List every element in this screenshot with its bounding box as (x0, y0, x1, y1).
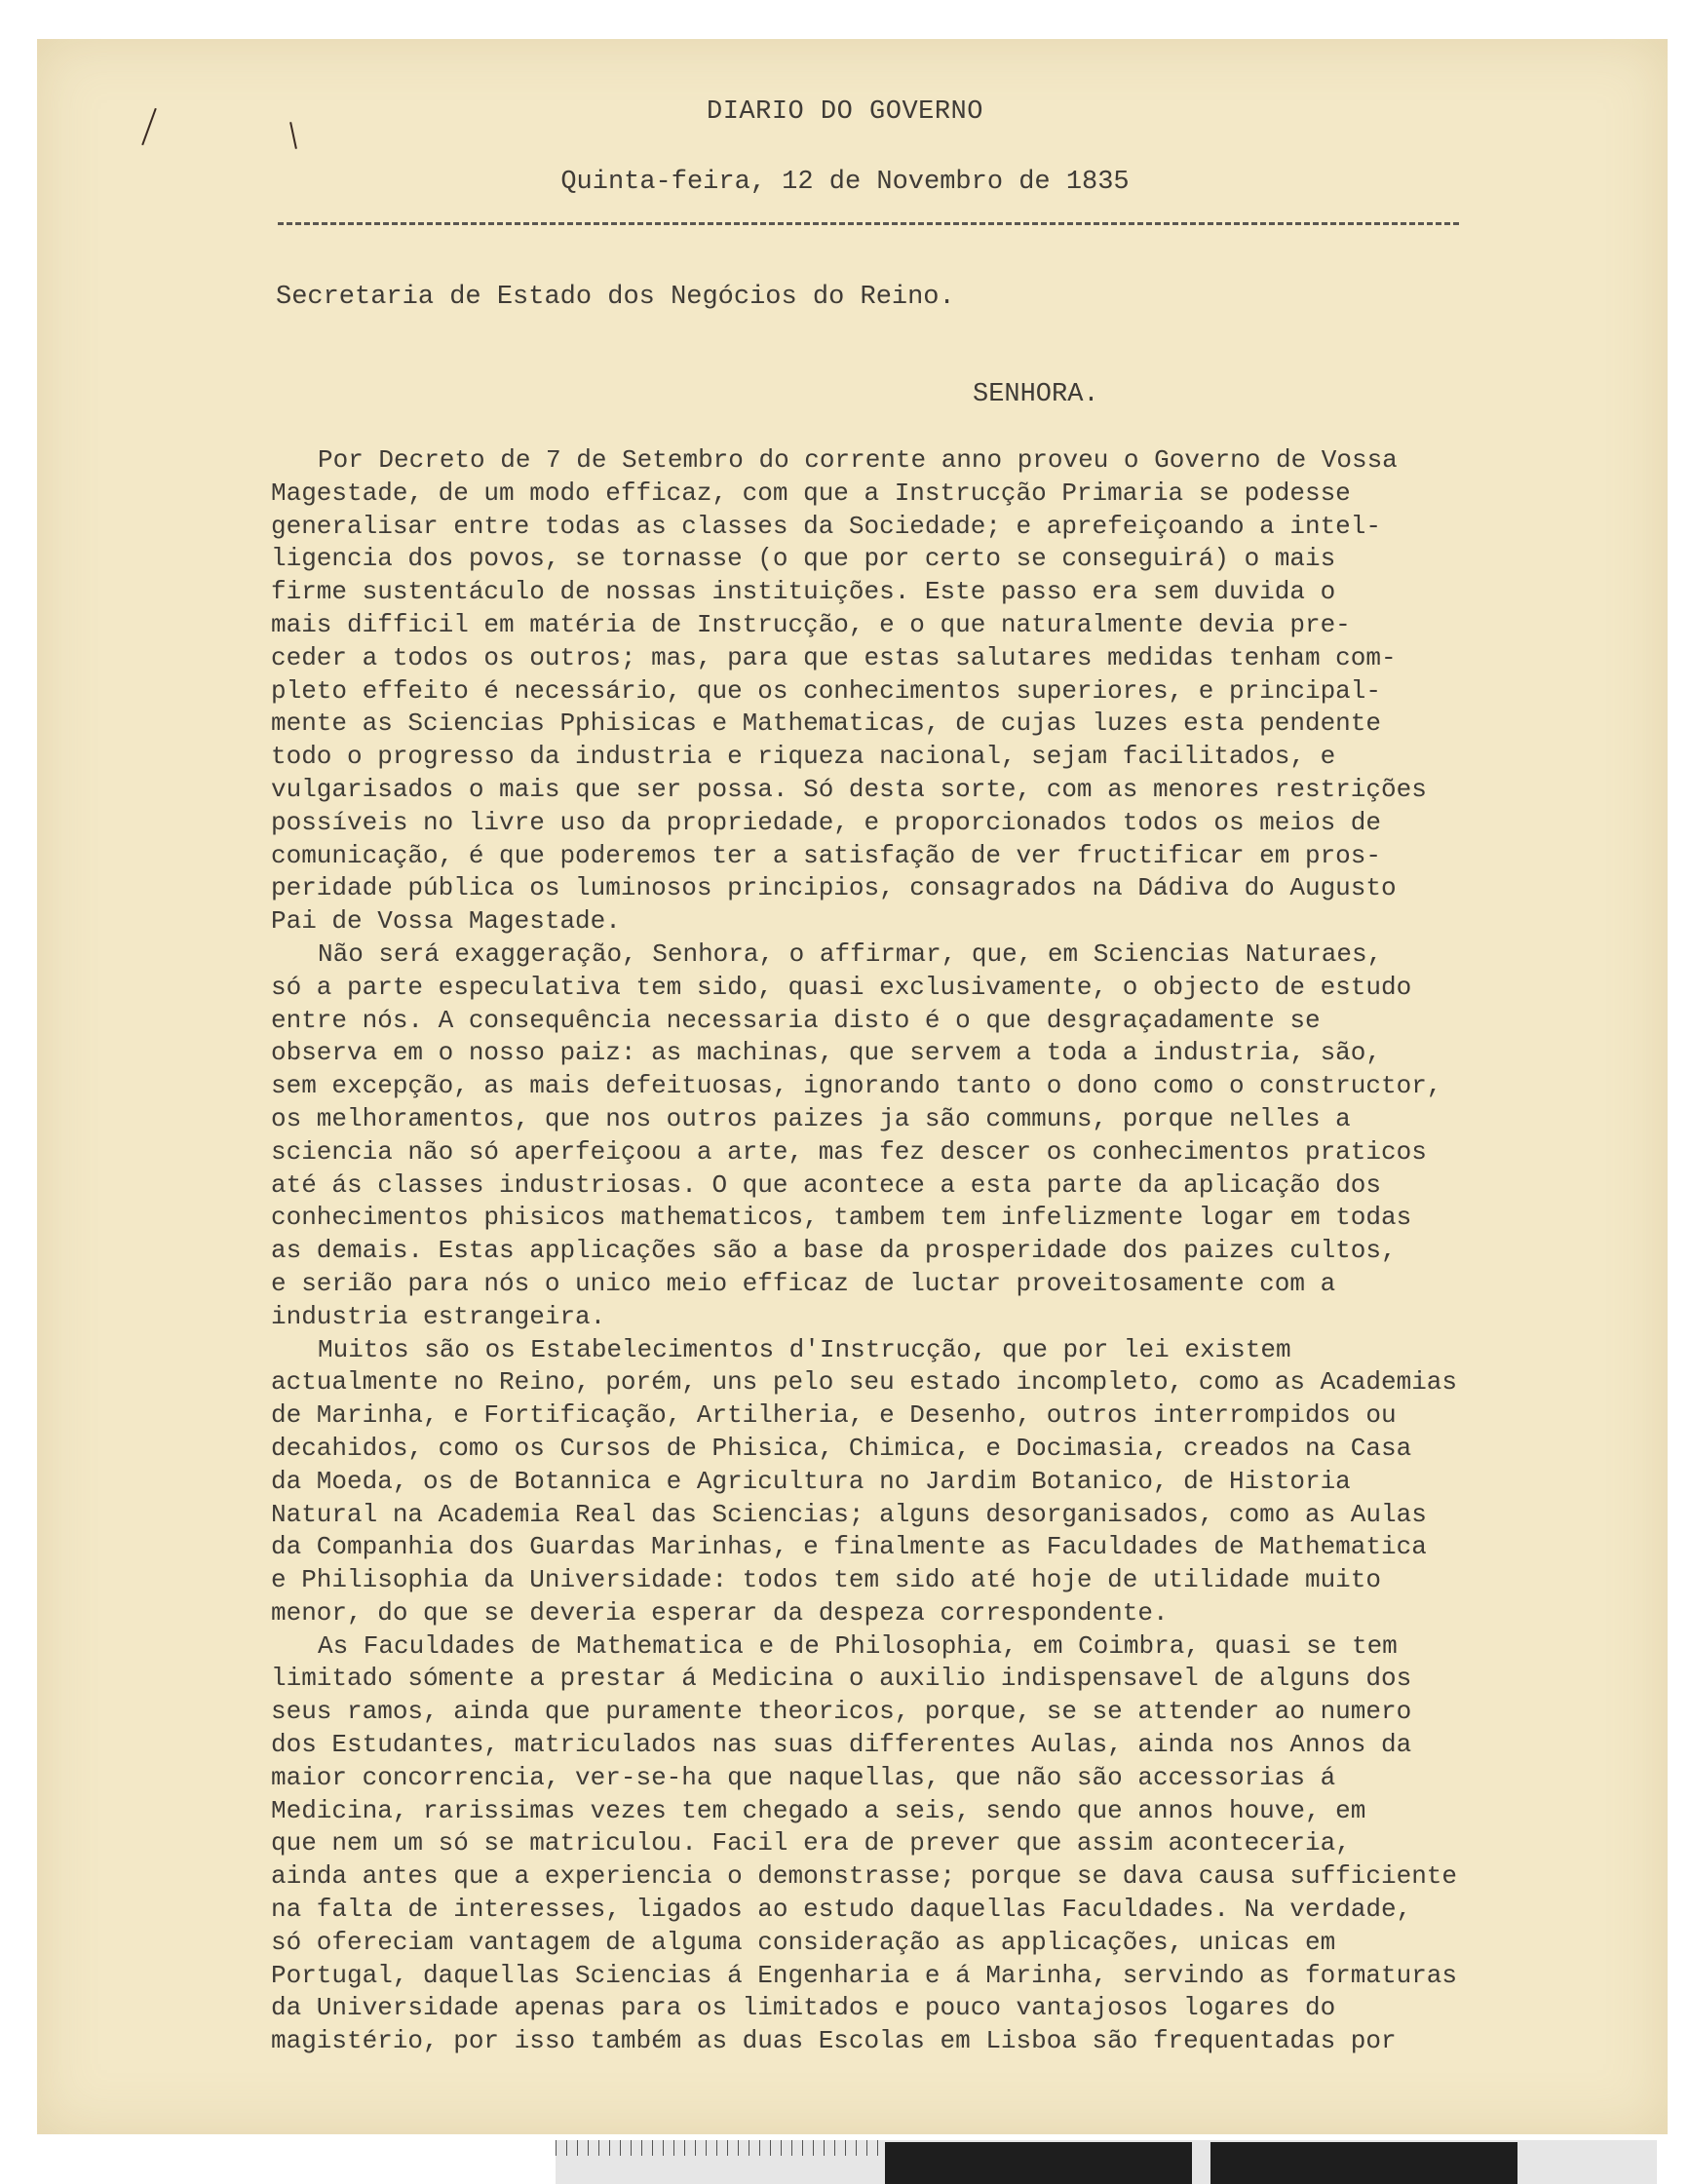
paragraph (271, 1630, 1577, 2058)
text-line: peridade pública os luminosos principios, consagrados na Dádiva do Augusto (271, 873, 1397, 903)
salutation: SENHORA. (973, 380, 1099, 409)
text-line: na falta de interesses, ligados ao estudo daquellas Faculdades. Na verdade, (271, 1895, 1412, 1925)
issue-date: Quinta-feira, 12 de Novembro de 1835 (560, 168, 1130, 197)
separator-rule (278, 222, 1459, 225)
ministry-heading: Secretaria de Estado dos Negócios do Reino. (276, 283, 955, 312)
text-line: dos Estudantes, matriculados nas suas differentes Aulas, ainda nos Annos da (271, 1730, 1412, 1760)
text-line: mente as Sciencias Pphisicas e Mathematicas, de cujas luzes esta pendente (271, 709, 1381, 739)
text-line: observa em o nosso paiz: as machinas, que servem a toda a industria, são, (271, 1038, 1381, 1068)
text-line: Por Decreto de 7 de Setembro do corrente anno proveu o Governo de Vossa (318, 445, 1398, 475)
text-line: firme sustentáculo de nossas instituições. Este passo era sem duvida o (271, 577, 1336, 607)
text-line: os melhoramentos, que nos outros paizes ja são communs, porque nelles a (271, 1103, 1351, 1133)
text-line: de Marinha, e Fortificação, Artilheria, e Desenho, outros interrompidos ou (271, 1400, 1397, 1431)
text-line: pleto effeito é necessário, que os conhecimentos superiores, e principal- (271, 675, 1381, 706)
text-line: generalisar entre todas as classes da Sociedade; e aprefeiçoando a intel- (271, 511, 1381, 541)
ruler-dark-segment (885, 2142, 1192, 2184)
text-line: sem excepção, as mais defeituosas, ignorando tanto o dono como o constructor, (271, 1071, 1442, 1101)
letter-body (271, 444, 1577, 2058)
text-line: ainda antes que a experiencia o demonstrasse; porque se dava causa sufficiente (271, 1861, 1457, 1892)
text-line: industria estrangeira. (271, 1301, 606, 1331)
text-line: da Universidade apenas para os limitados e pouco vantajosos logares do (271, 1993, 1336, 2023)
paragraph (271, 444, 1577, 939)
paragraph (271, 1334, 1577, 1630)
text-line: limitado sómente a prestar á Medicina o auxilio indispensavel de alguns dos (271, 1664, 1412, 1694)
text-line: e serião para nós o unico meio efficaz de luctar proveitosamente com a (271, 1268, 1336, 1298)
text-line: maior concorrencia, ver-se-ha que naquellas, que não são accessorias á (271, 1762, 1336, 1792)
text-line: Medicina, rarissimas vezes tem chegado a seis, sendo que annos houve, em (271, 1795, 1366, 1825)
text-line: da Moeda, os de Botannica e Agricultura no Jardim Botanico, de Historia (271, 1466, 1351, 1496)
ruler-ticks (556, 2140, 887, 2156)
text-line: Pai de Vossa Magestade. (271, 906, 621, 937)
text-line: actualmente no Reino, porém, uns pelo seu estado incompleto, como as Academias (271, 1367, 1457, 1398)
text-line: as demais. Estas applicações são a base da prosperidade dos paizes cultos, (271, 1236, 1397, 1266)
text-line: Não será exaggeração, Senhora, o affirmar, que, em Sciencias Naturaes, (318, 939, 1383, 969)
text-line: entre nós. A consequência necessaria disto é o que desgraçadamente se (271, 1005, 1321, 1035)
text-line: Muitos são os Estabelecimentos d'Instrucção, que por lei existem (318, 1334, 1291, 1364)
text-line: vulgarisados o mais que ser possa. Só desta sorte, com as menores restrições (271, 774, 1427, 804)
text-line: mais difficil em matéria de Instrucção, e o que naturalmente devia pre- (271, 609, 1351, 639)
text-line: comunicação, é que poderemos ter a satisfação de ver fructificar em pros- (271, 840, 1381, 870)
text-line: que nem um só se matriculou. Facil era de prever que assim aconteceria, (271, 1828, 1351, 1858)
text-line: todo o progresso da industria e riqueza nacional, sejam facilitados, e (271, 742, 1336, 772)
ruler-dark-segment (1210, 2142, 1517, 2184)
text-line: ligencia dos povos, se tornasse (o que por certo se conseguirá) o mais (271, 544, 1336, 574)
text-line: Portugal, daquellas Sciencias á Engenharia e á Marinha, servindo as formaturas (271, 1960, 1457, 1990)
text-line: conhecimentos phisicos mathematicos, tambem tem infelizmente logar em todas (271, 1203, 1412, 1233)
text-line: decahidos, como os Cursos de Phisica, Chimica, e Docimasia, creados na Casa (271, 1433, 1412, 1463)
text-line: Natural na Academia Real das Sciencias; alguns desorganisados, como as Aulas (271, 1499, 1427, 1529)
text-line: menor, do que se deveria esperar da despeza correspondente. (271, 1597, 1169, 1628)
text-line: da Companhia dos Guardas Marinhas, e finalmente as Faculdades de Mathematica (271, 1532, 1427, 1562)
text-line: Magestade, de um modo efficaz, com que a Instrucção Primaria se podesse (271, 478, 1351, 508)
text-line: magistério, por isso também as duas Escolas em Lisboa são frequentadas por (271, 2026, 1397, 2056)
text-line: até ás classes industriosas. O que acontece a esta parte da aplicação dos (271, 1169, 1381, 1200)
text-line: e Philisophia da Universidade: todos tem sido até hoje de utilidade muito (271, 1565, 1381, 1595)
newspaper-title: DIARIO DO GOVERNO (707, 97, 983, 127)
text-line: só ofereciam vantagem de alguma consideração as applicações, unicas em (271, 1927, 1336, 1957)
text-line: ceder a todos os outros; mas, para que estas salutares medidas tenham com- (271, 642, 1397, 672)
text-line: possíveis no livre uso da propriedade, e proporcionados todos os meios de (271, 807, 1381, 837)
text-line: As Faculdades de Mathematica e de Philosophia, em Coimbra, quasi se tem (318, 1630, 1398, 1661)
text-line: sciencia não só aperfeiçoou a arte, mas fez descer os conhecimentos praticos (271, 1136, 1427, 1167)
paragraph (271, 939, 1577, 1334)
text-line: só a parte especulativa tem sido, quasi exclusivamente, o objecto de estudo (271, 972, 1412, 1002)
text-line: seus ramos, ainda que puramente theoricos, porque, se se attender ao numero (271, 1697, 1412, 1727)
